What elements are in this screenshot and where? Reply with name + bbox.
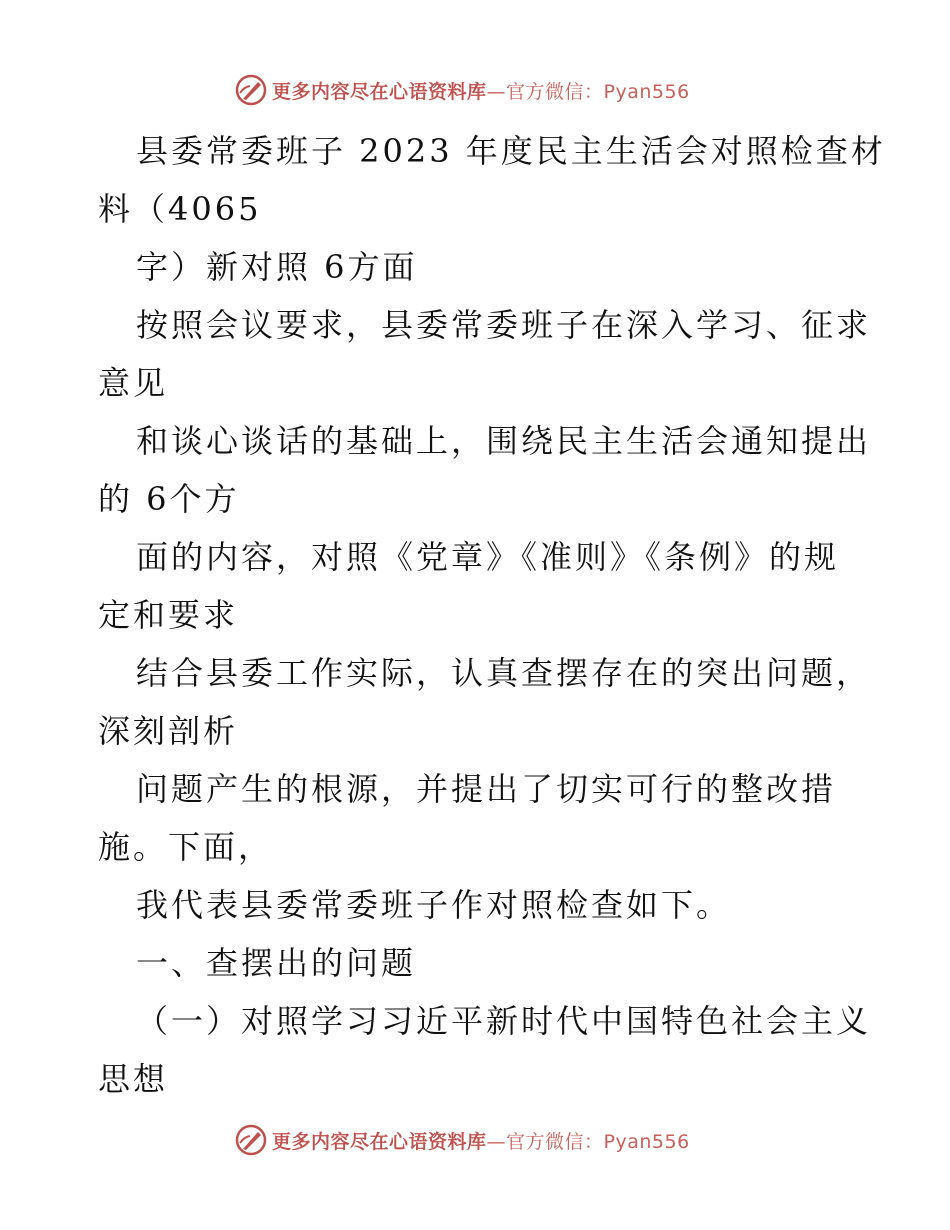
subsection-heading-line-1: （一）对照学习习近平新时代中国特色社会主义 (136, 1002, 872, 1040)
doc-paragraph-line: 按照会议要求，县委常委班子在深入学习、征求 (136, 306, 872, 344)
doc-paragraph-line: 意见 (98, 364, 169, 402)
subsection-heading-line-2: 思想 (98, 1060, 169, 1098)
doc-title-line-2: 料（4065 (98, 190, 262, 228)
document-body (98, 122, 886, 1108)
doc-paragraph-line: 结合县委工作实际，认真查摆存在的突出问题， (136, 654, 872, 692)
watermark-brand: 更多内容尽在心语资料库 (272, 1130, 487, 1153)
doc-paragraph-line: 我代表县委常委班子作对照检查如下。 (136, 886, 732, 924)
quill-pen-logo-icon (234, 1123, 268, 1157)
doc-paragraph-line: 面的内容，对照《党章》《准则》《条例》的规 (136, 538, 840, 576)
doc-title-line-1: 县委常委班子 2023 年度民主生活会对照检查材 (136, 132, 886, 170)
doc-title-line-3: 字）新对照 6方面 (136, 248, 418, 286)
watermark-contact: —官方微信：Pyan556 (486, 80, 690, 103)
header-watermark (234, 72, 690, 108)
quill-pen-logo-icon (234, 73, 268, 107)
doc-paragraph-line: 深刻剖析 (98, 712, 239, 750)
doc-paragraph-line: 的 6个方 (98, 480, 240, 518)
section-heading: 一、查摆出的问题 (136, 944, 417, 982)
watermark-brand: 更多内容尽在心语资料库 (272, 80, 487, 103)
doc-paragraph-line: 定和要求 (98, 596, 239, 634)
watermark-contact: —官方微信：Pyan556 (486, 1130, 690, 1153)
doc-paragraph-line: 和谈心谈话的基础上，围绕民主生活会通知提出 (136, 422, 872, 460)
footer-watermark (234, 1122, 690, 1158)
doc-paragraph-line: 施。下面， (98, 828, 274, 866)
doc-paragraph-line: 问题产生的根源，并提出了切实可行的整改措 (136, 770, 837, 808)
